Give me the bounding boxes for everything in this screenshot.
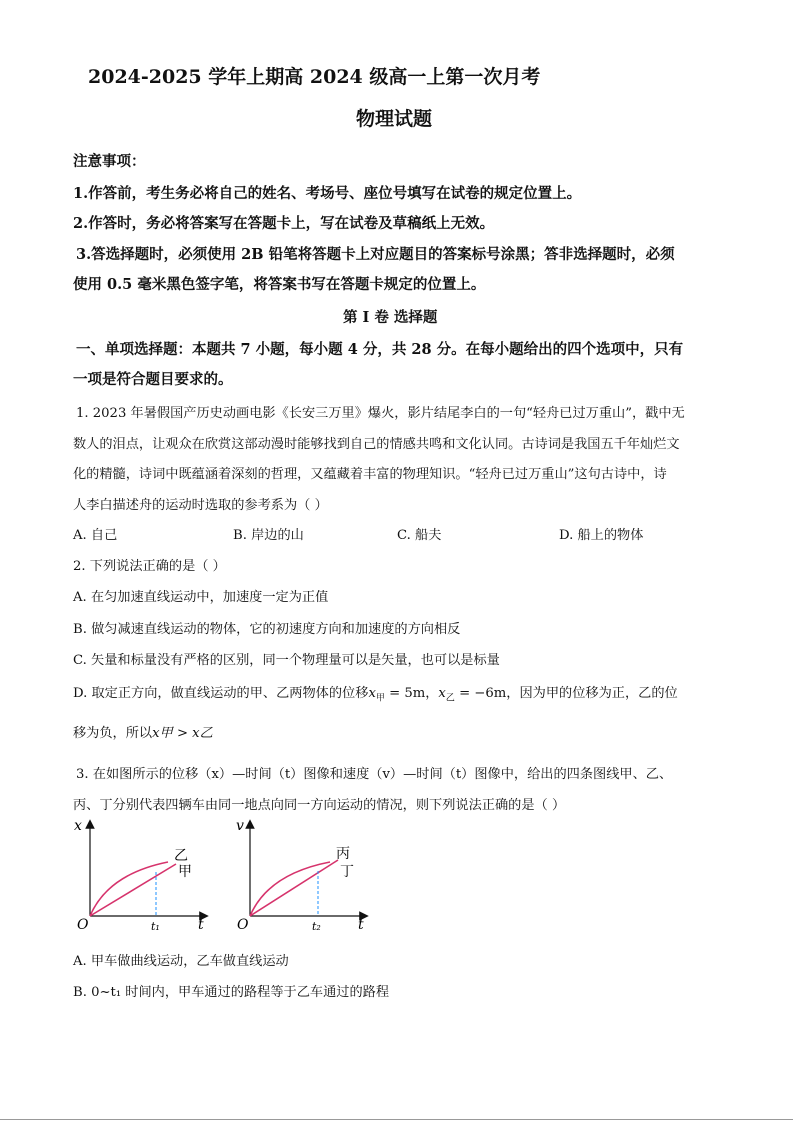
v-t-graph	[228, 812, 378, 937]
v-t-y-label: v	[236, 818, 244, 834]
q2-x-jia-symbol: x	[368, 686, 376, 701]
x-t-graph	[68, 812, 218, 937]
v-t-origin: O	[237, 917, 249, 933]
q2-option-d-text-c: 移为负，所以	[73, 726, 153, 741]
x-t-x-label: t	[198, 917, 204, 933]
q2-option-d-text-a: D. 取定正方向，做直线运动的甲、乙两物体的位移	[73, 686, 369, 701]
q1-stem-line-2: 数人的泪点，让观众在欣赏这部动漫时能够找到自己的情感共鸣和文化认同。古诗词是我国五千年灿烂文	[73, 437, 680, 452]
exam-title: 2024-2025 学年上期高 2024 级高一上第一次月考	[88, 66, 541, 88]
x-t-tick-t1: t₁	[151, 920, 160, 933]
section-instructions-line-2: 一项是符合题目要求的。	[73, 371, 233, 388]
q3-option-b: B. 0~t₁ 时间内，甲车通过的路程等于乙车通过的路程	[73, 985, 390, 1000]
q2-x-jia-subscript: 甲	[375, 693, 385, 704]
q3-option-a: A. 甲车做曲线运动，乙车做直线运动	[73, 954, 289, 969]
q2-option-b: B. 做匀减速直线运动的物体，它的初速度方向和加速度的方向相反	[73, 622, 461, 637]
q1-option-c: C. 船夫	[397, 528, 442, 543]
label-bing: 丙	[336, 846, 350, 862]
notes-heading: 注意事项：	[73, 153, 146, 170]
subject-title: 物理试题	[356, 108, 433, 130]
section-instructions-line-1: 一、单项选择题：本题共 7 小题，每小题 4 分，共 28 分。在每小题给出的四个选项中，只有	[76, 341, 684, 358]
q3-stem-line-1: 3. 在如图所示的位移（x）—时间（t）图像和速度（v）—时间（t）图像中，给出的四条图线甲、乙、	[76, 767, 673, 782]
note-item-3-line-1: 3.答选择题时，必须使用 2B 铅笔将答题卡上对应题目的答案标号涂黑；答非选择题时，必须	[76, 246, 675, 263]
q1-stem-line-1: 1. 2023 年暑假国产历史动画电影《长安三万里》爆火，影片结尾李白的一句“轻舟已过万重山”，戳中无	[76, 406, 685, 421]
label-jia: 甲	[178, 864, 192, 880]
x-t-origin: O	[77, 917, 89, 933]
q2-option-d-text-b: ，因为甲的位移为正，乙的位	[506, 686, 678, 701]
q1-stem-line-3: 化的精髓，诗词中既蕴涵着深刻的哲理，又蕴藏着丰富的物理知识。“轻舟已过万重山”这句古诗中，诗	[73, 467, 667, 482]
q2-option-d-sep: ，	[425, 686, 439, 701]
q2-x-yi-symbol: x	[438, 686, 446, 701]
x-t-y-label: x	[74, 818, 82, 834]
q3-stem-line-2: 丙、丁分别代表四辆车由同一地点向同一方向运动的情况，则下列说法正确的是（ ）	[73, 798, 566, 813]
q2-option-a: A. 在匀加速直线运动中，加速度一定为正值	[73, 590, 329, 605]
line-jia	[90, 864, 176, 916]
q1-stem-line-4: 人李白描述舟的运动时选取的参考系为（ ）	[73, 498, 328, 513]
part-1-title: 第 I 卷 选择题	[343, 309, 438, 326]
q1-option-b: B. 岸边的山	[233, 528, 304, 543]
q1-option-d: D. 船上的物体	[559, 528, 644, 543]
q2-comparison: x甲 > x乙	[152, 726, 213, 741]
q1-option-a: A. 自己	[73, 528, 118, 543]
label-yi: 乙	[174, 848, 188, 864]
q2-stem: 2. 下列说法正确的是（ ）	[73, 559, 226, 574]
q2-x-jia-value: = 5m	[384, 686, 426, 701]
label-ding: 丁	[340, 864, 354, 880]
page-bottom-border	[0, 1119, 793, 1120]
note-item-3-line-2: 使用 0.5 毫米黑色签字笔，将答案书写在答题卡规定的位置上。	[73, 276, 486, 293]
q2-option-d-line-2	[73, 722, 213, 741]
note-item-2: 2.作答时，务必将答案写在答题卡上，写在试卷及草稿纸上无效。	[73, 215, 495, 232]
q2-x-yi-subscript: 乙	[445, 693, 455, 704]
q2-option-c: C. 矢量和标量没有严格的区别，同一个物理量可以是矢量，也可以是标量	[73, 653, 500, 668]
q2-x-yi-value: = −6m	[454, 686, 507, 701]
q2-option-d-line-1	[73, 682, 678, 704]
v-t-tick-t2: t₂	[312, 920, 321, 933]
line-bing	[250, 860, 338, 916]
v-t-x-label: t	[358, 917, 364, 933]
note-item-1: 1.作答前，考生务必将自己的姓名、考场号、座位号填写在试卷的规定位置上。	[73, 185, 582, 202]
